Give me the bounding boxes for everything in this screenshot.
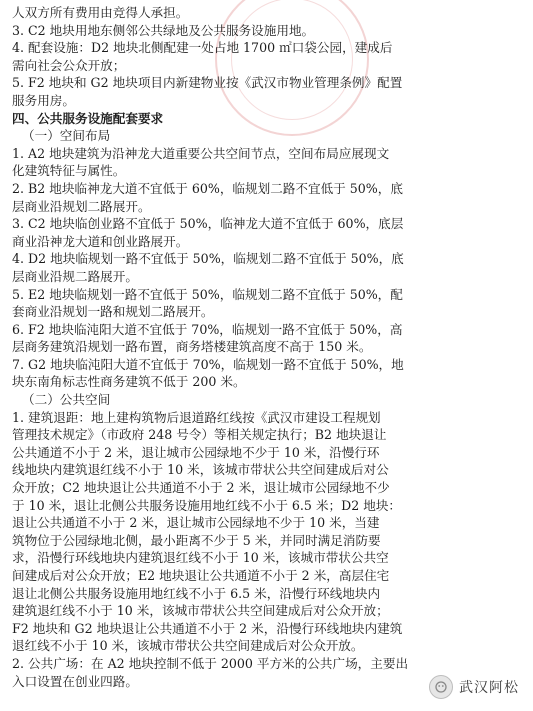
subsection-heading: （二）公共空间 <box>22 392 111 408</box>
text-line: 5. F2 地块和 G2 地块项目内新建物业按《武汉市物业管理条例》配置 <box>12 75 403 91</box>
text-line: 退让北侧公共服务设施用地红线不小于 6.5 米，沿慢行环线地块内 <box>12 585 381 601</box>
text-line: 管理技术规定》（市政府 248 号令）等相关规定执行；B2 地块退让 <box>12 427 387 443</box>
text-line: 7. G2 地块临沌阳大道不宜低于 70%，临规划一路不宜低于 50%，地 <box>12 356 404 372</box>
text-line: 商业沿神龙大道和创业路展开。 <box>12 233 189 249</box>
section-heading: 四、公共服务设施配套要求 <box>12 110 164 126</box>
text-line: 间建成后对公众开放；E2 地块退让公共通道不小于 2 米，高层住宅 <box>12 568 390 583</box>
subsection-heading: （一）空间布局 <box>22 128 111 144</box>
text-line: 2. 公共广场：在 A2 地块控制不低于 2000 平方米的公共广场，主要出 <box>12 655 409 671</box>
text-line: 层商业沿规二路展开。 <box>12 268 138 284</box>
text-line: 层商务建筑沿规划一路布置，商务塔楼建筑高度不高于 150 米。 <box>12 339 372 355</box>
text-line: 5. E2 地块临规划一路不宜低于 50%，临规划二路不宜低于 50%，配 <box>12 286 403 302</box>
text-line: 3. C2 地块临创业路不宜低于 50%，临神龙大道不宜低于 60%，底层 <box>12 216 404 232</box>
text-line: 层商业沿规划二路展开。 <box>12 198 151 214</box>
watermark <box>429 675 519 699</box>
text-line: 筑物位于公园绿地北侧，最小距离不少于 5 米，并同时满足消防要 <box>12 532 381 548</box>
text-line: 1. A2 地块建筑为沿神龙大道重要公共空间节点，空间布局应展现文 <box>12 145 390 161</box>
text-line: 3. C2 地块用地东侧邻公共绿地及公共服务设施用地。 <box>12 22 315 38</box>
text-line: 2. B2 地块临神龙大道不宜低于 60%，临规划二路不宜低于 50%，底 <box>12 180 403 196</box>
wechat-account-icon <box>429 675 453 699</box>
text-line: 退红线不小于 10 米，该城市带状公共空间建成后对公众开放。 <box>12 638 364 654</box>
text-line: 4. 配套设施：D2 地块北侧配建一处占地 1700 ㎡口袋公园，建成后 <box>12 40 393 56</box>
text-line: 入口设置在创业四路。 <box>12 673 138 689</box>
text-line: 需向社会公众开放； <box>12 57 126 73</box>
text-line: 求，沿慢行环线地块内建筑退红线不小于 10 米，该城市带状公共空 <box>12 550 389 566</box>
text-line: 众开放；C2 地块退让公共通道不小于 2 米，退让城市公园绿地不少 <box>12 480 390 496</box>
text-line: 1. 建筑退距：地上建构筑物后退道路红线按《武汉市建设工程规划 <box>12 409 381 425</box>
text-line: 公共通道不小于 2 米，退让城市公园绿地不少于 10 米，沿慢行环 <box>12 444 380 460</box>
text-line: 块东南角标志性商务建筑不低于 200 米。 <box>12 374 246 390</box>
text-line: 于 10 米，退让北侧公共服务设施用地红线不小于 6.5 米；D2 地块： <box>12 497 402 513</box>
text-line: 人双方所有费用由竞得人承担。 <box>12 5 189 20</box>
text-line: 建筑退红线不小于 10 米，该城市带状公共空间建成后对公众开放； <box>12 603 389 619</box>
watermark-text: 武汉阿松 <box>459 680 519 696</box>
text-line: 服务用房。 <box>12 92 75 108</box>
text-line: 退让公共通道不小于 2 米，退让城市公园绿地不少于 10 米，当建 <box>12 515 380 531</box>
text-line: F2 地块和 G2 地块退让公共通道不小于 2 米，沿慢行环线地块内建筑 <box>12 620 403 636</box>
text-line: 4. D2 地块临规划一路不宜低于 50%，临规划二路不宜低于 50%，底 <box>12 251 404 267</box>
document-body <box>12 4 524 690</box>
text-line: 6. F2 地块临沌阳大道不宜低于 70%，临规划一路不宜低于 50%，高 <box>12 321 403 337</box>
text-line: 线地块内建筑退红线不小于 10 米，该城市带状公共空间建成后对公 <box>12 462 389 478</box>
text-line: 化建筑特征与属性。 <box>12 163 126 179</box>
text-line: 套商业沿规划一路和规划二路展开。 <box>12 304 214 320</box>
